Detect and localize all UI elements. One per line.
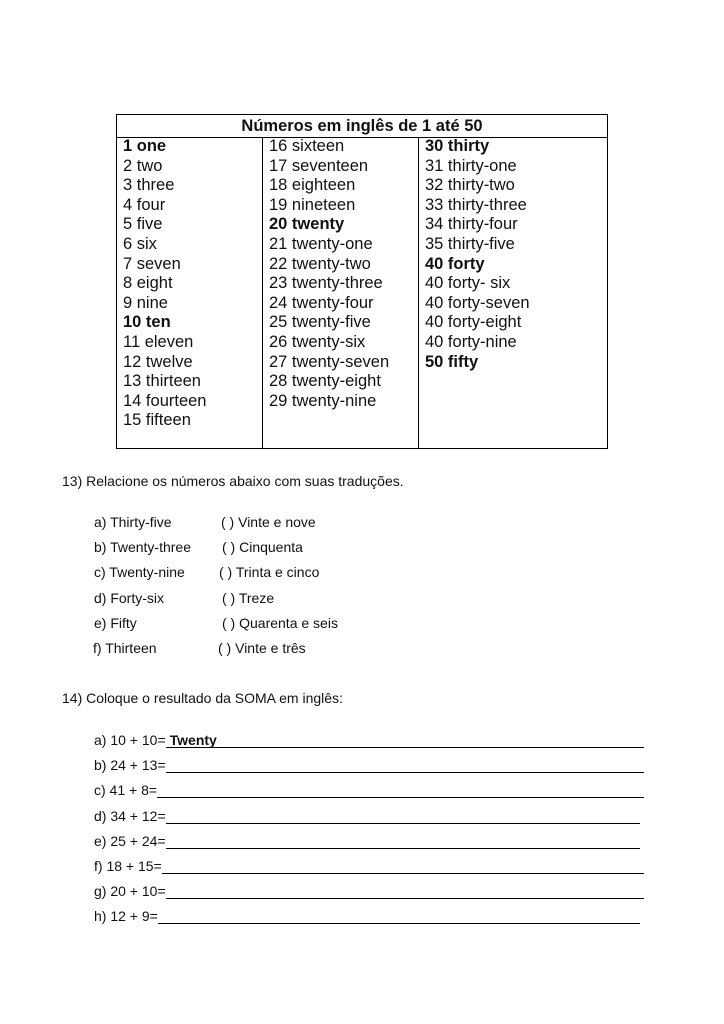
question-13-title: 13) Relacione os números abaixo com suas traduções. [62, 473, 404, 489]
sum-item [94, 782, 644, 798]
table-number-item: 35 thirty-five [425, 234, 515, 253]
table-number-item: 21 twenty-one [269, 234, 373, 253]
sum-answer-text [157, 782, 161, 798]
table-number-item: 33 thirty-three [425, 195, 527, 214]
match-answer-blank[interactable]: ( ) Vinte e nove [221, 514, 316, 530]
table-number-item: 5 five [123, 215, 163, 234]
table-column-3 [419, 137, 607, 448]
sum-item [94, 883, 644, 899]
sum-item [94, 732, 644, 748]
table-number-item: 19 nineteen [269, 195, 356, 214]
sum-answer-text [166, 833, 170, 849]
table-number-item: 40 forty-seven [425, 293, 530, 312]
table-number-item: 24 twenty-four [269, 293, 374, 312]
table-number-item: 16 sixteen [269, 137, 345, 155]
question-14-title: 14) Coloque o resultado da SOMA em inglês: [62, 690, 343, 706]
match-item-label: a) Thirty-five [94, 514, 172, 530]
table-number-item: 40 forty-nine [425, 332, 517, 351]
table-number-item: 28 twenty-eight [269, 372, 381, 391]
sum-expression: g) 20 + 10= [94, 883, 166, 900]
sum-answer-text: Twenty [169, 732, 217, 748]
sum-expression: h) 12 + 9= [94, 908, 158, 925]
match-item-label: b) Twenty-three [94, 539, 192, 556]
sum-answer-text [158, 908, 162, 924]
sum-answer-text [162, 858, 166, 874]
table-number-item: 6 six [123, 234, 157, 253]
table-number-item: 27 twenty-seven [269, 352, 390, 371]
table-number-item: 17 seventeen [269, 156, 369, 175]
sum-answer-line[interactable] [166, 808, 640, 824]
table-title: Números em inglês de 1 até 50 [117, 115, 607, 138]
table-number-item: 11 eleven [123, 332, 194, 351]
match-answer-blank[interactable]: ( ) Cinquenta [222, 539, 303, 556]
sum-item [94, 908, 640, 924]
table-number-item: 22 twenty-two [269, 254, 371, 273]
match-answer-blank[interactable]: ( ) Vinte e três [218, 640, 306, 656]
match-item-label: f) Thirteen [93, 640, 157, 656]
table-number-item: 31 thirty-one [425, 156, 517, 175]
sum-expression: b) 24 + 13= [94, 757, 166, 774]
sum-item [94, 757, 644, 773]
table-number-item: 23 twenty-three [269, 274, 383, 293]
sum-answer-text [166, 883, 170, 899]
table-number-item: 13 thirteen [123, 372, 201, 391]
table-number-item: 2 two [123, 156, 163, 175]
table-number-item: 14 fourteen [123, 391, 207, 410]
sum-expression: a) 10 + 10= [94, 732, 166, 748]
numbers-table [116, 114, 608, 449]
sum-answer-line[interactable] [166, 732, 644, 748]
table-number-item: 26 twenty-six [269, 332, 366, 351]
match-answer-blank[interactable]: ( ) Treze [222, 589, 275, 606]
sum-expression: e) 25 + 24= [94, 832, 166, 849]
sum-expression: d) 34 + 12= [94, 807, 166, 824]
table-number-item: 12 twelve [123, 352, 193, 371]
table-number-item: 32 thirty-two [425, 176, 515, 195]
table-number-item: 1 one [123, 137, 167, 155]
sum-answer-line[interactable] [158, 908, 640, 924]
match-item-label: c) Twenty-nine [94, 564, 185, 581]
table-number-item: 9 nine [123, 293, 168, 312]
table-number-item: 25 twenty-five [269, 313, 371, 332]
match-item-label: e) Fifty [94, 614, 137, 631]
table-number-item: 34 thirty-four [425, 215, 518, 234]
sum-answer-line[interactable] [157, 782, 644, 798]
table-number-item: 29 twenty-nine [269, 391, 377, 410]
sum-answer-line[interactable] [166, 757, 644, 773]
sum-answer-text [166, 757, 170, 773]
sum-answer-line[interactable] [166, 833, 640, 849]
table-columns [117, 137, 607, 448]
sum-item [94, 858, 644, 874]
sum-answer-line[interactable] [166, 883, 644, 899]
match-item-label: d) Forty-six [94, 589, 164, 606]
table-column-2 [263, 137, 419, 448]
sum-expression: f) 18 + 15= [94, 858, 162, 874]
table-number-item: 40 forty-eight [425, 313, 522, 332]
table-number-item: 15 fifteen [123, 411, 191, 430]
table-column-1 [117, 137, 263, 448]
table-number-item: 8 eight [123, 274, 173, 293]
table-number-item: 7 seven [123, 254, 181, 273]
table-number-item: 30 thirty [425, 137, 490, 155]
sum-item [94, 833, 640, 849]
table-number-item: 40 forty [425, 254, 485, 273]
sum-answer-line[interactable] [162, 858, 644, 874]
table-number-item: 50 fifty [425, 352, 479, 371]
sum-expression: c) 41 + 8= [94, 782, 158, 799]
table-number-item: 3 three [123, 176, 175, 195]
table-number-item: 40 forty- six [425, 274, 511, 293]
table-number-item: 4 four [123, 195, 166, 214]
match-answer-blank[interactable]: ( ) Trinta e cinco [219, 564, 320, 581]
table-number-item: 20 twenty [269, 215, 345, 234]
sum-item [94, 808, 640, 824]
table-number-item: 10 ten [123, 313, 171, 332]
sum-answer-text [166, 808, 170, 824]
match-answer-blank[interactable]: ( ) Quarenta e seis [222, 614, 338, 631]
table-number-item: 18 eighteen [269, 176, 356, 195]
